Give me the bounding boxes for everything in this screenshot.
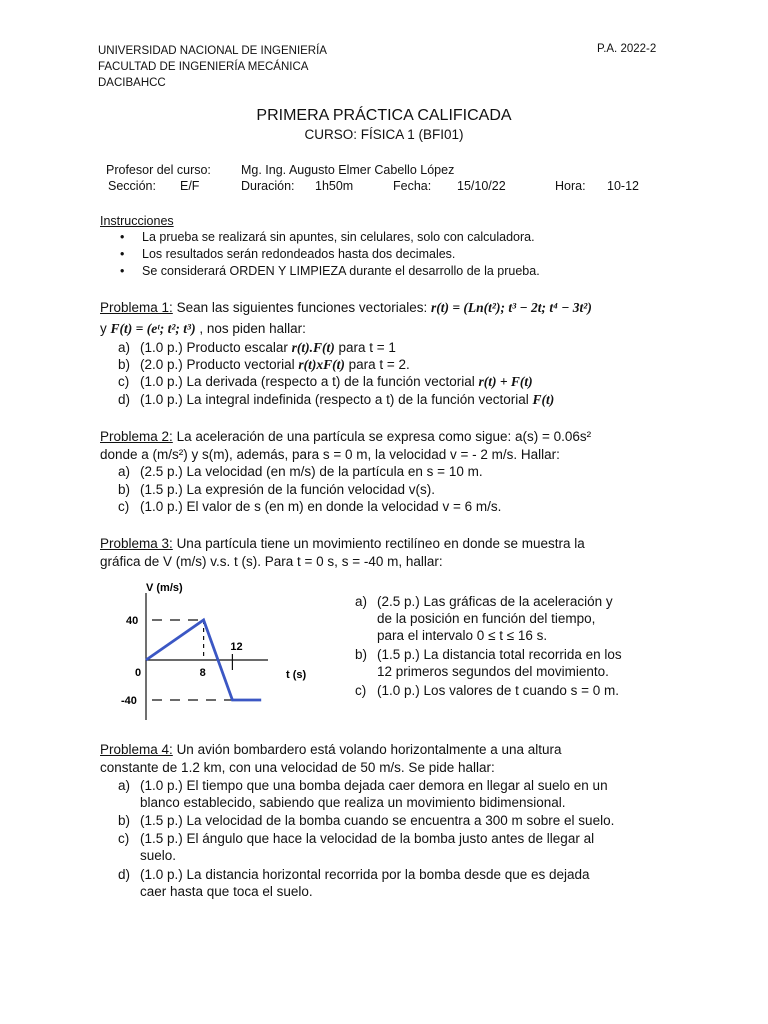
date-label: Fecha: [393,179,432,193]
x-tick-label-8: 8 [199,667,206,679]
r-expression: r(t) = (Ln(t²); t³ − 2t; t⁴ − 3t²) [430,300,592,315]
faculty-name: FACULTAD DE INGENIERÍA MECÁNICA [98,61,309,73]
f-expression: F(t) = (eᵗ; t²; t³) [110,321,196,336]
time-value: 10-12 [607,179,639,193]
academic-period: P.A. 2022-2 [597,43,657,55]
section-value: E/F [180,179,200,193]
problem-label: Problema 4: [100,742,173,757]
x-tick-label-0: 0 [135,667,142,679]
x-axis-label: t (s) [286,669,307,681]
y-tick-label-40: 40 [126,615,139,627]
problem-2-statement-2: donde a (m/s²) y s(m), además, para s = 0 m, la velocidad v = - 2 m/s. Hallar: [100,447,560,462]
problem-1-statement: Problema 1: Sean las siguientes funciones vectoriales: r(t) = (Ln(t²); t³ − 2t; t⁴ − 3t²) [100,300,592,315]
y-axis-label: V (m/s) [146,582,183,594]
x-tick-label-12: 12 [230,641,243,653]
exam-title: PRIMERA PRÁCTICA CALIFICADA [256,107,512,124]
duration-label: Duración: [241,179,295,193]
bullet: • [120,264,125,278]
problem-4-statement: Problema 4: Un avión bombardero está volando horizontalmente a una altura [100,742,562,757]
course-name: CURSO: FÍSICA 1 (BFI01) [304,127,464,142]
university-name: UNIVERSIDAD NACIONAL DE INGENIERÍA [98,45,327,57]
date-value: 15/10/22 [457,179,506,193]
problem-1-statement-2: y F(t) = (eᵗ; t²; t³) , nos piden hallar: [100,321,306,336]
y-tick-label-minus-40: -40 [121,695,137,707]
duration-value: 1h50m [315,179,354,193]
problem-label: Problema 3: [100,536,173,551]
institution-header [98,43,327,91]
professor-name: Mg. Ing. Augusto Elmer Cabello López [241,163,455,177]
bullet: • [120,247,125,261]
problem-label: Problema 1: [100,300,173,315]
professor-label: Profesor del curso: [106,163,211,177]
section-label: Sección: [108,179,156,193]
instructions-heading: Instrucciones [100,214,174,228]
problem-3-statement: Problema 3: Una partícula tiene un movimiento rectilíneo en donde se muestra la [100,536,585,551]
time-label: Hora: [555,179,586,193]
exam-page: UNIVERSIDAD NACIONAL DE INGENIERÍA FACULTAD DE INGENIERÍA MECÁNICA DACIBAHCC P.A. 2022-2 PRIMERA PRÁCTICA CALIFICADA CURSO: FÍSICA 1 (BFI01) Profesor del curso: Mg. Ing. Augusto Elmer Cabello López Sección: E/F Duración: 1h50m Fecha: 15/10/22 Hora: 10-12 Instrucciones • La prueba se realizará sin apuntes, sin celulares, solo con calculadora. • Los resultados serán redondeados hasta dos decimales. • Se considerará ORDEN Y LIMPIEZA durante el desarrollo de la prueba. Problema 1: Sean las siguientes funciones vectoriales: r(t) = (Ln(t²); t³ − 2t; t⁴ − 3t²) y F(t) = (eᵗ; t²; t³) , nos piden hallar: a) (1.0 p.) Producto escalar r(t).F(t) para t = 1 b) (2.0 p.) Producto vectorial r(t)xF(t) para t = 2. c) (1.0 p.) La derivada (respecto a t) de la función vectorial r(t) + F(t) d) (1.0 p.) La integral indefinida (respecto a t) de la función vectorial F(t) Problema 2: La aceleración de una partícula se expresa como sigue: a(s) = 0.06s² donde a (m/s²) y s(m), además, para s = 0 m, la velocidad v = - 2 m/s. Hallar: a) (2.5 p.) La velocidad (en m/s) de la partícula en s = 10 m. b) (1.5 p.) La expresión de la función velocidad v(s). c) (1.0 p.) El valor de s (en m) en donde la velocidad v = 6 m/s. Problema 3: Una partícula tiene un movimiento rectilíneo en donde se muestra la gráfica de V (m/s) v.s. t (s). Para t = 0 s, s = -40 m, hallar: V (m/s) t (s) 40 -40 0 8 12 a) (2.5 p.) Las gráficas de la aceleración y de la posición en función del tiempo, para el intervalo 0 ≤ t ≤ 16 s. b) (1.5 p.) La distancia total recorrida en los 12 primeros segundos del movimiento. c) (1.0 p.) Los valores de t cuando s = 0 m. Problema 4: Un avión bombardero está volando horizontalmente a una altura constante de 1.2 km, con una velocidad de 50 m/s. Se pide hallar: a) (1.0 p.) El tiempo que una bomba dejada caer demora en llegar al suelo en un blanco establecido, sabiendo que realiza un movimiento bidimensional. b) (1.5 p.) La velocidad de la bomba cuando se encuentra a 300 m sobre el suelo. c) (1.5 p.) El ángulo que hace la velocidad de la bomba justo antes de llegar al suelo. d) (1.0 p.) La distancia horizontal recorrida por la bomba desde que es dejada caer hasta que toca el suelo. [0,0,768,1024]
problem-label: Problema 2: [100,429,173,444]
bullet: • [120,230,125,244]
problem-4-statement-2: constante de 1.2 km, con una velocidad de 50 m/s. Se pide hallar: [100,760,495,775]
problem-3-statement-2: gráfica de V (m/s) v.s. t (s). Para t = 0 s, s = -40 m, hallar: [100,554,443,569]
velocity-time-chart [118,575,333,725]
department-name: DACIBAHCC [98,77,166,89]
problem-2-statement: Problema 2: La aceleración de una partícula se expresa como sigue: a(s) = 0.06s² [100,429,592,444]
